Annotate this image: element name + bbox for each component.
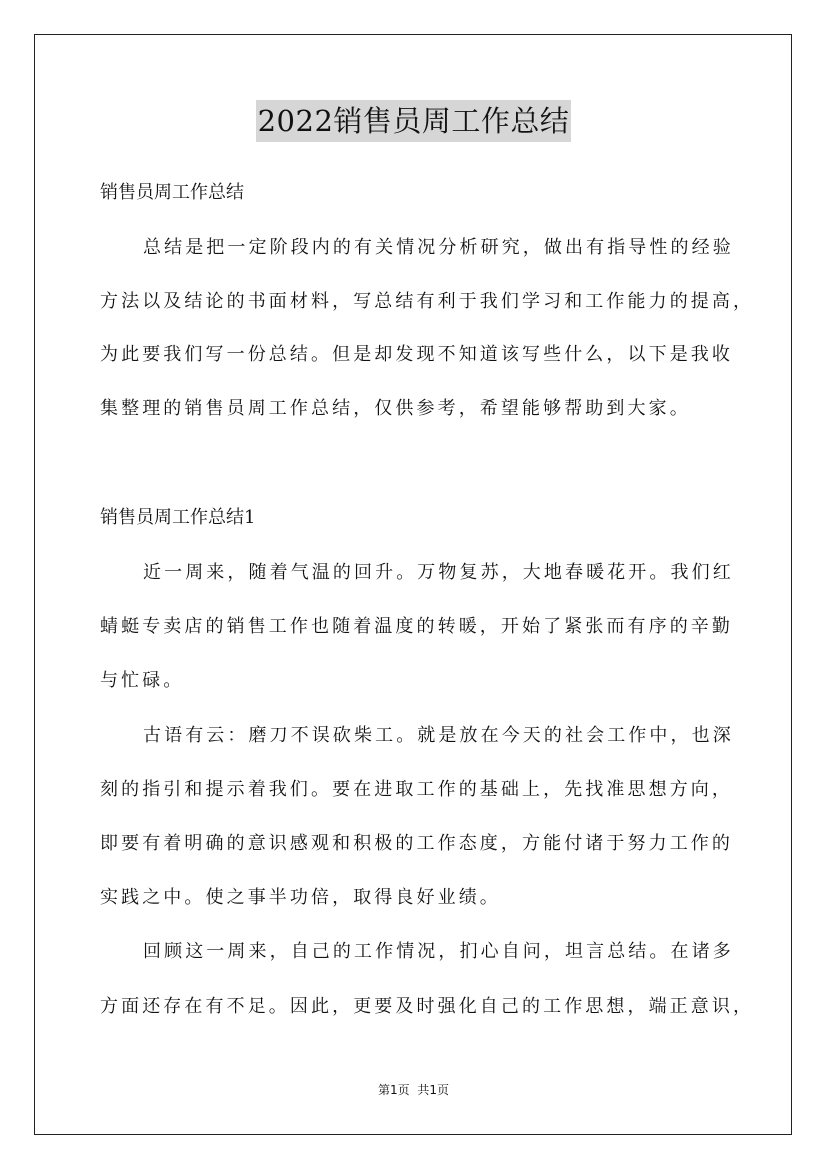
page-footer (0, 1082, 827, 1098)
document-title: 2022销售员周工作总结 (256, 100, 572, 142)
section-heading: 销售员周工作总结 (100, 182, 244, 203)
page-number: 第1页 (378, 1083, 410, 1097)
paragraph-line: 回顾这一周来，自己的工作情况，扪心自问，坦言总结。在诸多 (143, 941, 734, 962)
paragraph-line: 实践之中。使之事半功倍，取得良好业绩。 (100, 887, 501, 908)
paragraph-line: 刻的指引和提示着我们。要在进取工作的基础上，先找准思想方向， (100, 779, 733, 800)
intro-line: 总结是把一定阶段内的有关情况分析研究，做出有指导性的经验 (143, 237, 734, 258)
paragraph-line: 方面还存在有不足。因此，更要及时强化自己的工作思想，端正意识， (100, 996, 755, 1017)
intro-line: 方法以及结论的书面材料，写总结有利于我们学习和工作能力的提高， (100, 291, 755, 312)
intro-line: 集整理的销售员周工作总结，仅供参考，希望能够帮助到大家。 (100, 398, 691, 419)
title-container (0, 100, 827, 142)
paragraph-line: 与忙碌。 (100, 670, 185, 691)
paragraph-line: 蜻蜓专卖店的销售工作也随着温度的转暖，开始了紧张而有序的辛勤 (100, 616, 733, 637)
intro-line: 为此要我们写一份总结。但是却发现不知道该写些什么，以下是我收 (100, 344, 733, 365)
paragraph-line: 近一周来，随着气温的回升。万物复苏，大地春暖花开。我们红 (143, 562, 734, 583)
paragraph-line: 即要有着明确的意识感观和积极的工作态度，方能付诸于努力工作的 (100, 833, 733, 854)
paragraph-line: 古语有云：磨刀不误砍柴工。就是放在今天的社会工作中，也深 (143, 725, 734, 746)
section-heading: 销售员周工作总结1 (100, 507, 256, 528)
page-total: 共1页 (417, 1083, 449, 1097)
